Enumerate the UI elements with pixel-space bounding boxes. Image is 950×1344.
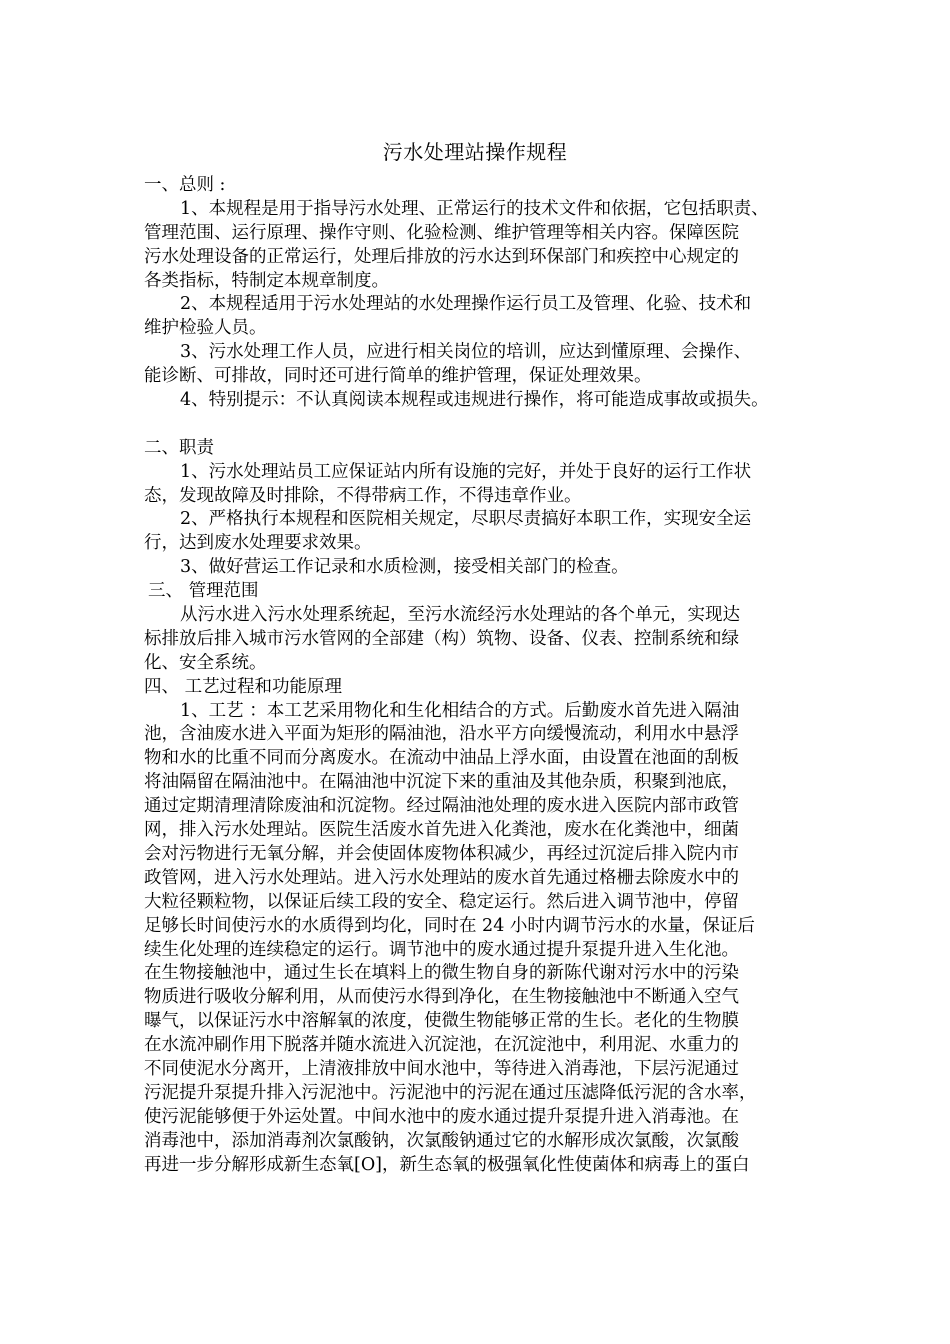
- text-line: 一、总则 :: [144, 175, 226, 195]
- text-line: 污泥提升泵提升排入污泥池中。污泥池中的污泥在通过压滤降低污泥的含水率，: [144, 1082, 757, 1103]
- text-line: 态，发现故障及时排除，不得带病工作，不得违章作业。: [144, 485, 582, 506]
- text-line: 足够长时间使污水的水质得到均化，同时在 24 小时内调节污水的水量，保证后: [144, 915, 755, 936]
- text-line: 管理范围、运行原理、操作守则、化验检测、维护管理等相关内容。保障医院: [144, 222, 739, 243]
- text-line: 标排放后排入城市污水管网的全部建（构）筑物、设备、仪表、控制系统和绿: [144, 628, 739, 649]
- text-line: 3、污水处理工作人员，应进行相关岗位的培训，应达到懂原理、会操作、: [180, 342, 752, 363]
- text-line: 会对污物进行无氧分解，并会使固体废物体积减少，再经过沉淀后排入院内市: [144, 843, 739, 864]
- text-line: 2、本规程适用于污水处理站的水处理操作运行员工及管理、化验、技术和: [180, 294, 752, 315]
- text-line: 将油隔留在隔油池中。在隔油池中沉淀下来的重油及其他杂质，积聚到池底，: [144, 772, 739, 793]
- text-line: [144, 413, 824, 437]
- text-line: 化、安全系统。: [144, 652, 267, 673]
- text-line: 1、本规程是用于指导污水处理、正常运行的技术文件和依据，它包括职责、: [180, 198, 769, 219]
- text-line: 物和水的比重不同而分离废水。在流动中油品上浮水面，由设置在池面的刮板: [144, 748, 739, 769]
- text-line: 1、污水处理站员工应保证站内所有设施的完好，并处于良好的运行工作状: [180, 461, 752, 482]
- text-line: 1、工艺 ：本工艺采用物化和生化相结合的方式。后勤废水首先进入隔油: [180, 700, 740, 721]
- text-line: 大粒径颗粒物，以保证后续工段的安全、稳定运行。然后进入调节池中，停留: [144, 891, 739, 912]
- text-line: 使污泥能够便于外运处置。中间水池中的废水通过提升泵提升进入消毒池。在: [144, 1106, 739, 1127]
- text-line: 政管网，进入污水处理站。进入污水处理站的废水首先通过格栅去除废水中的: [144, 867, 739, 888]
- text-line: 从污水进入污水处理系统起，至污水流经污水处理站的各个单元，实现达: [180, 605, 740, 626]
- text-line: 能诊断、可排故，同时还可进行简单的维护管理，保证处理效果。: [144, 366, 652, 387]
- text-line: 网，排入污水处理站。医院生活废水首先进入化粪池，废水在化粪池中，细菌: [144, 820, 739, 841]
- text-line: 四、 工艺过程和功能原理: [144, 676, 343, 697]
- text-line: 在生物接触池中，通过生长在填料上的微生物自身的新陈代谢对污水中的污染: [144, 963, 739, 984]
- text-line: 维护检验人员。: [144, 318, 267, 339]
- text-line: 不同使泥水分离开，上清液排放中间水池中，等待进入消毒池，下层污泥通过: [144, 1058, 739, 1079]
- text-line: 3、做好营运工作记录和水质检测，接受相关部门的检查。: [180, 557, 629, 578]
- text-line: 2、严格执行本规程和医院相关规定，尽职尽责搞好本职工作，实现安全运: [180, 509, 752, 530]
- text-line: 续生化处理的连续稳定的运行。调节池中的废水通过提升泵提升进入生化池。: [144, 939, 739, 960]
- text-line: 池，含油废水进入平面为矩形的隔油池，沿水平方向缓慢流动，利用水中悬浮: [144, 724, 739, 745]
- text-line: 三、 管理范围: [148, 581, 259, 602]
- text-line: 在水流冲刷作用下脱落并随水流进入沉淀池，在沉淀池中，利用泥、水重力的: [144, 1035, 739, 1056]
- text-line: 二、职责: [144, 437, 214, 458]
- text-line: 通过定期清理清除废油和沉淀物。经过隔油池处理的废水进入医院内部市政管: [144, 796, 739, 817]
- text-line: 消毒池中，添加消毒剂次氯酸钠，次氯酸钠通过它的水解形成次氯酸，次氯酸: [144, 1130, 739, 1151]
- text-line: 4、特别提示：不认真阅读本规程或违规进行操作，将可能造成事故或损失。: [180, 390, 769, 411]
- document-title: 污水处理站操作规程: [382, 140, 568, 164]
- text-line: 再进一步分解形成新生态氧[O]，新生态氧的极强氧化性使菌体和病毒上的蛋白: [144, 1154, 750, 1175]
- text-line: 各类指标，特制定本规章制度。: [144, 270, 389, 291]
- document-body: [144, 174, 824, 1177]
- text-line: 曝气，以保证污水中溶解氧的浓度，使微生物能够正常的生长。老化的生物膜: [144, 1011, 739, 1032]
- text-line: 污水处理设备的正常运行，处理后排放的污水达到环保部门和疾控中心规定的: [144, 246, 739, 267]
- text-line: 行，达到废水处理要求效果。: [144, 533, 372, 554]
- text-line: 物质进行吸收分解利用，从而使污水得到净化，在生物接触池中不断通入空气: [144, 987, 739, 1008]
